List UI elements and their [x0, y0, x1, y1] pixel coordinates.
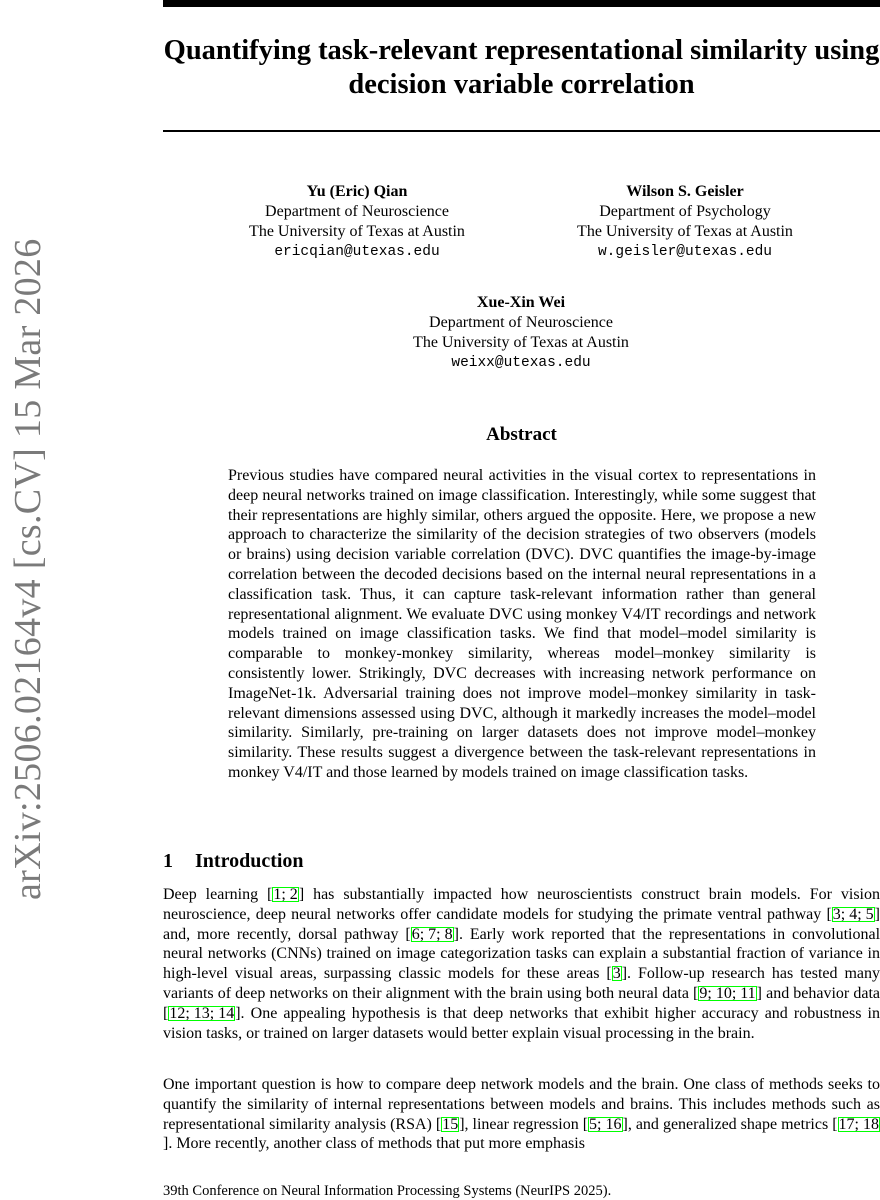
- citation-link[interactable]: 5; 16: [589, 1115, 622, 1133]
- author-block: [207, 182, 507, 262]
- author-department: Department of Psychology: [599, 203, 771, 220]
- citation-link[interactable]: 3; 4; 5: [832, 905, 874, 923]
- citation-link[interactable]: 15: [442, 1115, 459, 1133]
- author-university: The University of Texas at Austin: [413, 334, 629, 351]
- section-number: 1: [163, 850, 173, 872]
- text-run: ]. One appealing hypothesis is that deep networks that exhibit higher accuracy and robustness in vision tasks, or trained on larger datasets would better explain visual processing in the brain.: [163, 1004, 880, 1042]
- intro-paragraph-1: [163, 885, 880, 1043]
- abstract-heading: Abstract: [486, 424, 557, 445]
- author-email[interactable]: ericqian@utexas.edu: [274, 244, 440, 260]
- intro-paragraph-2: [163, 1075, 880, 1154]
- citation-link[interactable]: 1; 2: [273, 886, 298, 903]
- author-name: Yu (Eric) Qian: [306, 183, 408, 200]
- section-title: Introduction: [195, 850, 304, 872]
- author-department: Department of Neuroscience: [265, 203, 449, 220]
- citation-link[interactable]: 12; 13; 14: [169, 1004, 235, 1022]
- citation-link[interactable]: 9; 10; 11: [699, 984, 756, 1002]
- section-heading: [163, 850, 304, 873]
- citation-link[interactable]: 17; 18: [838, 1115, 879, 1133]
- author-block: [535, 182, 835, 262]
- author-email[interactable]: weixx@utexas.edu: [451, 355, 591, 371]
- text-run: One important question is how to compare deep network models and the brain. One class of methods seeks to quantify the similarity of internal representations between models and brains. This includes methods such as representational similarity analysis (RSA) [: [163, 1076, 880, 1133]
- text-run: ], and generalized shape metrics [: [622, 1115, 838, 1133]
- paper-title: Quantifying task-relevant representational similarity using decision variable correlation: [163, 35, 880, 100]
- text-run: ], linear regression [: [459, 1115, 589, 1133]
- author-email[interactable]: w.geisler@utexas.edu: [597, 244, 773, 260]
- author-name: Wilson S. Geisler: [626, 183, 744, 200]
- title-bottom-rule: [163, 130, 880, 132]
- text-run: Deep learning [: [163, 886, 273, 903]
- text-run: ]. Early work reported that the representations in convolutional neural networks (CNNs) trained on image categorization tasks can explain a substantial fraction of variance in high-level visual areas, surpassing classic models for these areas [: [163, 925, 880, 983]
- author-block: [371, 293, 671, 373]
- conference-footer: 39th Conference on Neural Information Processing Systems (NeurIPS 2025).: [163, 1183, 612, 1199]
- text-run: ] and, more recently, dorsal pathway [: [163, 905, 880, 943]
- citation-link[interactable]: 6; 7; 8: [411, 925, 453, 943]
- title-top-rule: [163, 0, 880, 7]
- arxiv-watermark: arXiv:2506.02164v4 [cs.CV] 15 Mar 2026: [7, 238, 49, 900]
- author-university: The University of Texas at Austin: [249, 223, 465, 240]
- author-name: Xue-Xin Wei: [476, 294, 566, 311]
- text-run: ] and behavior data [: [163, 984, 880, 1022]
- text-run: ]. More recently, another class of methods that put more emphasis: [163, 1135, 585, 1153]
- abstract-text: Previous studies have compared neural activities in the visual cortex to representations in deep neural networks trained on image classification. Interestingly, while some suggest that their representations are highly similar, others argued the opposite. Here, we propose a new approach to characterize the similarity of the decision strategies of two observers (models or brains) using decision variable correlation (DVC). DVC quantifies the image-by-image correlation between the decoded decisions based on the internal neural representations in a classification task. Thus, it can capture task-relevant information rather than general representational alignment. We evaluate DVC using monkey V4/IT recordings and network models trained on image classification tasks. We find that model–model similarity is comparable to monkey-monkey similarity, whereas model–monkey similarity is consistently lower. Strikingly, DVC decreases with increasing network performance on ImageNet-1k. Adversarial training does not improve model–monkey similarity in task-relevant dimensions assessed using DVC, although it markedly increases the model–model similarity. Similarly, pre-training on larger datasets does not improve model–monkey similarity. These results suggest a divergence between the task-relevant representations in monkey V4/IT and those learned by models trained on image classification tasks.: [228, 467, 816, 781]
- text-run: ] has substantially impacted how neuroscientists construct brain models. For vision neuroscience, deep neural networks offer candidate models for studying the primate ventral pathway [: [163, 886, 880, 923]
- author-department: Department of Neuroscience: [429, 314, 613, 331]
- citation-link[interactable]: 3: [612, 965, 621, 983]
- author-university: The University of Texas at Austin: [577, 223, 793, 240]
- text-run: ]. Follow-up research has tested many variants of deep networks on their alignment with the brain using both neural data [: [163, 965, 880, 1002]
